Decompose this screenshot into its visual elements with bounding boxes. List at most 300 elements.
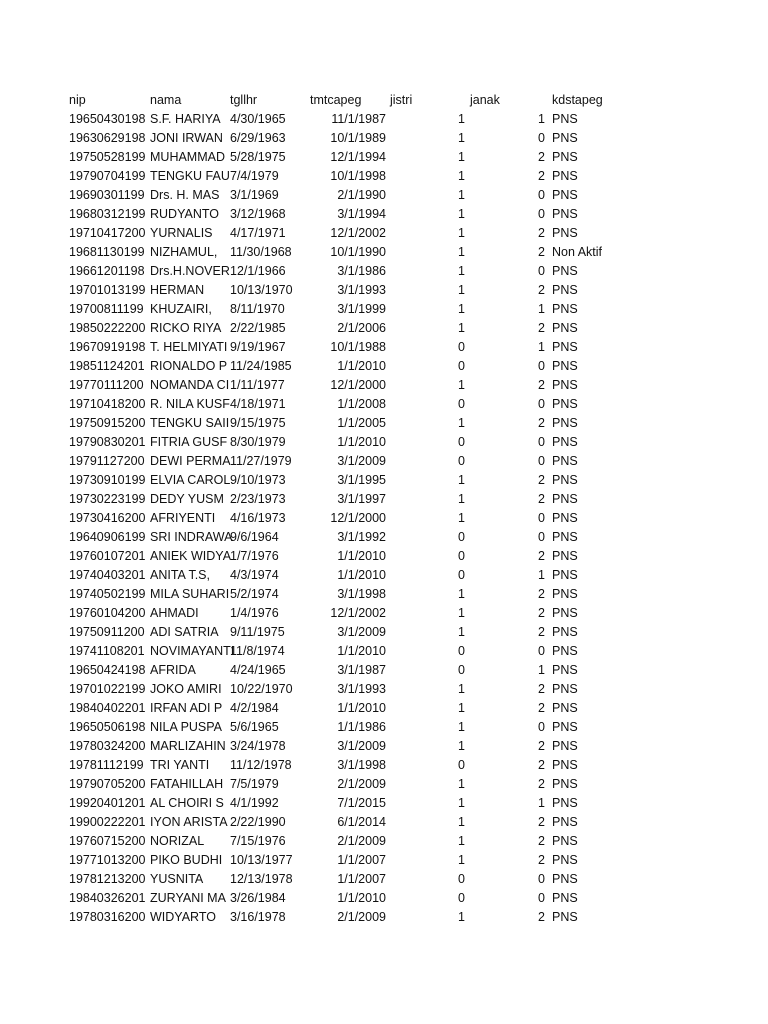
cell-nip: 19750911200 xyxy=(69,625,145,639)
cell-nip: 19630629198 xyxy=(69,131,146,145)
cell-kdstapeg: PNS xyxy=(552,568,578,582)
cell-kdstapeg: PNS xyxy=(552,815,578,829)
cell-kdstapeg: PNS xyxy=(552,454,578,468)
cell-kdstapeg: PNS xyxy=(552,701,578,715)
cell-nip: 19730416200 xyxy=(69,511,146,525)
cell-nama: ANIEK WIDYA xyxy=(150,549,232,563)
cell-tmtcapeg: 2/1/2006 xyxy=(337,321,386,335)
cell-janak: 1 xyxy=(538,302,545,316)
cell-kdstapeg: PNS xyxy=(552,435,578,449)
cell-nip: 19781112199 xyxy=(69,758,144,772)
cell-nama: SRI INDRAWA xyxy=(150,530,233,544)
cell-nama: IYON ARISTA xyxy=(150,815,228,829)
cell-jistri: 0 xyxy=(458,340,465,354)
table-row xyxy=(0,585,768,604)
cell-janak: 2 xyxy=(538,701,545,715)
cell-janak: 2 xyxy=(538,625,545,639)
cell-janak: 0 xyxy=(538,131,545,145)
cell-jistri: 1 xyxy=(458,910,465,924)
table-row xyxy=(0,813,768,832)
cell-tgllhr: 8/30/1979 xyxy=(230,435,286,449)
cell-tgllhr: 1/11/1977 xyxy=(230,378,285,392)
cell-jistri: 0 xyxy=(458,663,465,677)
cell-nama: NOVIMAYANTI xyxy=(150,644,235,658)
cell-kdstapeg: PNS xyxy=(552,226,578,240)
cell-janak: 0 xyxy=(538,207,545,221)
table-row xyxy=(0,281,768,300)
cell-tgllhr: 11/12/1978 xyxy=(230,758,292,772)
column-header-tmtcapeg: tmtcapeg xyxy=(310,93,362,107)
cell-janak: 2 xyxy=(538,606,545,620)
column-header-nip: nip xyxy=(69,93,86,107)
cell-tmtcapeg: 3/1/1993 xyxy=(337,283,386,297)
cell-kdstapeg: PNS xyxy=(552,131,578,145)
cell-janak: 2 xyxy=(538,834,545,848)
cell-tgllhr: 3/16/1978 xyxy=(230,910,286,924)
cell-janak: 2 xyxy=(538,378,545,392)
cell-tmtcapeg: 12/1/2002 xyxy=(330,226,386,240)
cell-janak: 2 xyxy=(538,283,545,297)
cell-tgllhr: 11/24/1985 xyxy=(230,359,292,373)
table-row xyxy=(0,832,768,851)
cell-nama: FATAHILLAH xyxy=(150,777,224,791)
cell-janak: 2 xyxy=(538,150,545,164)
cell-tgllhr: 9/6/1964 xyxy=(230,530,279,544)
cell-kdstapeg: PNS xyxy=(552,511,578,525)
cell-nip: 19791127200 xyxy=(69,454,145,468)
cell-tmtcapeg: 1/1/2010 xyxy=(337,701,386,715)
cell-tmtcapeg: 10/1/1989 xyxy=(330,131,386,145)
cell-nama: MARLIZAHIN xyxy=(150,739,226,753)
cell-jistri: 0 xyxy=(458,435,465,449)
cell-janak: 2 xyxy=(538,549,545,563)
cell-janak: 0 xyxy=(538,720,545,734)
cell-janak: 2 xyxy=(538,739,545,753)
cell-nama: MUHAMMAD xyxy=(150,150,225,164)
cell-janak: 2 xyxy=(538,815,545,829)
cell-nip: 19750528199 xyxy=(69,150,146,164)
cell-tgllhr: 9/10/1973 xyxy=(230,473,286,487)
cell-tmtcapeg: 2/1/2009 xyxy=(337,777,386,791)
table-row xyxy=(0,642,768,661)
cell-jistri: 0 xyxy=(458,568,465,582)
cell-kdstapeg: PNS xyxy=(552,720,578,734)
cell-nama: RICKO RIYA xyxy=(150,321,222,335)
cell-tmtcapeg: 1/1/2010 xyxy=(337,644,386,658)
cell-tgllhr: 10/13/1970 xyxy=(230,283,293,297)
cell-tmtcapeg: 2/1/2009 xyxy=(337,910,386,924)
cell-tmtcapeg: 1/1/2007 xyxy=(337,872,386,886)
cell-jistri: 1 xyxy=(458,245,465,259)
cell-nama: AFRIDA xyxy=(150,663,196,677)
table-row xyxy=(0,167,768,186)
cell-nama: HERMAN xyxy=(150,283,205,297)
cell-nama: MILA SUHARI xyxy=(150,587,230,601)
table-row xyxy=(0,566,768,585)
cell-tmtcapeg: 10/1/1990 xyxy=(330,245,386,259)
table-row xyxy=(0,699,768,718)
cell-nama: T. HELMIYATI xyxy=(150,340,228,354)
table-row xyxy=(0,300,768,319)
cell-tgllhr: 3/24/1978 xyxy=(230,739,286,753)
cell-jistri: 1 xyxy=(458,378,465,392)
cell-nama: FITRIA GUSF xyxy=(150,435,228,449)
cell-tmtcapeg: 1/1/2010 xyxy=(337,568,386,582)
cell-jistri: 0 xyxy=(458,758,465,772)
cell-kdstapeg: PNS xyxy=(552,321,578,335)
cell-tmtcapeg: 3/1/1987 xyxy=(337,663,386,677)
cell-jistri: 1 xyxy=(458,492,465,506)
cell-kdstapeg: PNS xyxy=(552,758,578,772)
cell-janak: 2 xyxy=(538,416,545,430)
cell-tmtcapeg: 3/1/1998 xyxy=(337,758,386,772)
table-row xyxy=(0,186,768,205)
cell-nip: 19740403201 xyxy=(69,568,146,582)
cell-tgllhr: 4/17/1971 xyxy=(230,226,286,240)
cell-kdstapeg: PNS xyxy=(552,606,578,620)
cell-kdstapeg: PNS xyxy=(552,587,578,601)
table-row xyxy=(0,452,768,471)
cell-kdstapeg: PNS xyxy=(552,473,578,487)
cell-tmtcapeg: 1/1/2008 xyxy=(337,397,386,411)
table-row xyxy=(0,623,768,642)
cell-kdstapeg: PNS xyxy=(552,872,578,886)
table-row xyxy=(0,908,768,927)
cell-nip: 19790705200 xyxy=(69,777,146,791)
cell-nip: 19760715200 xyxy=(69,834,146,848)
cell-tgllhr: 10/22/1970 xyxy=(230,682,293,696)
cell-kdstapeg: PNS xyxy=(552,739,578,753)
cell-tmtcapeg: 3/1/1995 xyxy=(337,473,386,487)
cell-janak: 1 xyxy=(538,112,545,126)
cell-kdstapeg: PNS xyxy=(552,492,578,506)
cell-jistri: 1 xyxy=(458,302,465,316)
cell-tgllhr: 7/4/1979 xyxy=(230,169,279,183)
cell-tgllhr: 8/11/1970 xyxy=(230,302,285,316)
cell-tmtcapeg: 3/1/1997 xyxy=(337,492,386,506)
cell-nip: 19760104200 xyxy=(69,606,146,620)
cell-nama: R. NILA KUSF xyxy=(150,397,230,411)
cell-kdstapeg: PNS xyxy=(552,682,578,696)
table-row xyxy=(0,661,768,680)
column-header-kdstapeg: kdstapeg xyxy=(552,93,603,107)
table-row xyxy=(0,262,768,281)
cell-kdstapeg: PNS xyxy=(552,302,578,316)
cell-nip: 19710417200 xyxy=(69,226,146,240)
cell-nip: 19650430198 xyxy=(69,112,146,126)
cell-jistri: 0 xyxy=(458,872,465,886)
cell-tmtcapeg: 2/1/1990 xyxy=(337,188,386,202)
table-row xyxy=(0,509,768,528)
table-row xyxy=(0,243,768,262)
cell-nama: JONI IRWAN xyxy=(150,131,223,145)
table-row xyxy=(0,319,768,338)
cell-nip: 19771013200 xyxy=(69,853,146,867)
cell-nip: 19770111200 xyxy=(69,378,144,392)
cell-nip: 19661201198 xyxy=(69,264,145,278)
cell-tgllhr: 4/16/1973 xyxy=(230,511,286,525)
cell-jistri: 0 xyxy=(458,549,465,563)
cell-jistri: 1 xyxy=(458,473,465,487)
cell-nip: 19790830201 xyxy=(69,435,146,449)
cell-nama: ADI SATRIA xyxy=(150,625,219,639)
cell-kdstapeg: PNS xyxy=(552,112,578,126)
cell-tmtcapeg: 3/1/1999 xyxy=(337,302,386,316)
cell-nama: NOMANDA CI xyxy=(150,378,230,392)
cell-tgllhr: 5/6/1965 xyxy=(230,720,279,734)
cell-janak: 2 xyxy=(538,682,545,696)
cell-tmtcapeg: 3/1/2009 xyxy=(337,454,386,468)
table-row xyxy=(0,737,768,756)
cell-tmtcapeg: 12/1/2002 xyxy=(330,606,386,620)
cell-nip: 19780316200 xyxy=(69,910,146,924)
cell-kdstapeg: PNS xyxy=(552,777,578,791)
cell-nip: 19701013199 xyxy=(69,283,146,297)
cell-jistri: 1 xyxy=(458,606,465,620)
cell-tmtcapeg: 11/1/1987 xyxy=(331,112,386,126)
cell-janak: 0 xyxy=(538,359,545,373)
cell-jistri: 1 xyxy=(458,834,465,848)
table-row xyxy=(0,490,768,509)
table-row xyxy=(0,528,768,547)
cell-nip: 19920401201 xyxy=(69,796,146,810)
cell-tgllhr: 7/15/1976 xyxy=(230,834,286,848)
cell-nip: 19840402201 xyxy=(69,701,146,715)
employee-table xyxy=(0,91,768,927)
cell-tmtcapeg: 3/1/1986 xyxy=(337,264,386,278)
cell-janak: 2 xyxy=(538,853,545,867)
cell-nip: 19700811199 xyxy=(69,302,144,316)
cell-janak: 2 xyxy=(538,169,545,183)
cell-jistri: 1 xyxy=(458,777,465,791)
table-row xyxy=(0,794,768,813)
cell-tgllhr: 1/4/1976 xyxy=(230,606,279,620)
cell-janak: 0 xyxy=(538,435,545,449)
cell-kdstapeg: PNS xyxy=(552,340,578,354)
cell-nama: NILA PUSPA xyxy=(150,720,223,734)
cell-nip: 19730910199 xyxy=(69,473,146,487)
cell-jistri: 1 xyxy=(458,511,465,525)
cell-jistri: 1 xyxy=(458,587,465,601)
cell-tgllhr: 6/29/1963 xyxy=(230,131,286,145)
table-row xyxy=(0,148,768,167)
column-header-nama: nama xyxy=(150,93,182,107)
table-row xyxy=(0,851,768,870)
table-row xyxy=(0,224,768,243)
cell-tgllhr: 3/26/1984 xyxy=(230,891,286,905)
table-row xyxy=(0,718,768,737)
cell-kdstapeg: PNS xyxy=(552,663,578,677)
cell-tmtcapeg: 3/1/1993 xyxy=(337,682,386,696)
table-row xyxy=(0,604,768,623)
cell-tmtcapeg: 1/1/2010 xyxy=(337,549,386,563)
table-body xyxy=(0,110,768,927)
cell-nama: YUSNITA xyxy=(150,872,204,886)
cell-janak: 0 xyxy=(538,188,545,202)
table-row xyxy=(0,338,768,357)
cell-nip: 19640906199 xyxy=(69,530,146,544)
cell-nama: DEDY YUSM xyxy=(150,492,224,506)
cell-kdstapeg: PNS xyxy=(552,207,578,221)
cell-tgllhr: 1/7/1976 xyxy=(230,549,279,563)
cell-nama: RIONALDO P xyxy=(150,359,228,373)
column-header-tgllhr: tgllhr xyxy=(230,93,258,107)
cell-tgllhr: 3/12/1968 xyxy=(230,207,286,221)
cell-jistri: 1 xyxy=(458,283,465,297)
cell-tmtcapeg: 3/1/1992 xyxy=(337,530,386,544)
cell-tmtcapeg: 2/1/2009 xyxy=(337,834,386,848)
cell-tmtcapeg: 1/1/1986 xyxy=(337,720,386,734)
cell-tgllhr: 2/23/1973 xyxy=(230,492,286,506)
cell-kdstapeg: PNS xyxy=(552,530,578,544)
cell-nip: 19850222200 xyxy=(69,321,146,335)
cell-nip: 19740502199 xyxy=(69,587,146,601)
cell-janak: 0 xyxy=(538,644,545,658)
cell-nama: ELVIA CAROL xyxy=(150,473,231,487)
cell-jistri: 1 xyxy=(458,169,465,183)
cell-jistri: 1 xyxy=(458,720,465,734)
cell-kdstapeg: PNS xyxy=(552,169,578,183)
cell-nip: 19650424198 xyxy=(69,663,146,677)
cell-janak: 2 xyxy=(538,910,545,924)
cell-nip: 19680312199 xyxy=(69,207,146,221)
cell-tmtcapeg: 1/1/2010 xyxy=(337,359,386,373)
cell-janak: 2 xyxy=(538,777,545,791)
cell-kdstapeg: PNS xyxy=(552,625,578,639)
cell-tmtcapeg: 3/1/1998 xyxy=(337,587,386,601)
cell-kdstapeg: PNS xyxy=(552,853,578,867)
table-row xyxy=(0,775,768,794)
cell-janak: 0 xyxy=(538,891,545,905)
cell-kdstapeg: PNS xyxy=(552,359,578,373)
cell-nama: ZURYANI MA xyxy=(150,891,226,905)
table-row xyxy=(0,110,768,129)
cell-tmtcapeg: 3/1/1994 xyxy=(337,207,386,221)
cell-kdstapeg: PNS xyxy=(552,796,578,810)
cell-nip: 19701022199 xyxy=(69,682,146,696)
cell-nama: NIZHAMUL, xyxy=(150,245,218,259)
cell-tgllhr: 10/13/1977 xyxy=(230,853,293,867)
cell-jistri: 1 xyxy=(458,321,465,335)
cell-jistri: 1 xyxy=(458,112,465,126)
cell-jistri: 1 xyxy=(458,131,465,145)
cell-nip: 19730223199 xyxy=(69,492,146,506)
cell-tgllhr: 2/22/1985 xyxy=(230,321,286,335)
table-row xyxy=(0,756,768,775)
cell-nip: 19681130199 xyxy=(69,245,145,259)
cell-tgllhr: 12/13/1978 xyxy=(230,872,293,886)
cell-nama: TENGKU FAU xyxy=(150,169,230,183)
cell-jistri: 1 xyxy=(458,226,465,240)
cell-nama: DEWI PERMA xyxy=(150,454,231,468)
cell-nip: 19790704199 xyxy=(69,169,146,183)
cell-janak: 1 xyxy=(538,663,545,677)
cell-tmtcapeg: 3/1/2009 xyxy=(337,739,386,753)
cell-janak: 0 xyxy=(538,872,545,886)
cell-nama: S.F. HARIYA xyxy=(150,112,221,126)
cell-janak: 2 xyxy=(538,473,545,487)
cell-tmtcapeg: 6/1/2014 xyxy=(337,815,386,829)
cell-nama: Drs.H.NOVER xyxy=(150,264,230,278)
cell-nama: TRI YANTI xyxy=(150,758,210,772)
cell-kdstapeg: PNS xyxy=(552,891,578,905)
cell-janak: 2 xyxy=(538,226,545,240)
cell-tmtcapeg: 7/1/2015 xyxy=(337,796,386,810)
cell-nip: 19851124201 xyxy=(69,359,145,373)
cell-tgllhr: 11/27/1979 xyxy=(230,454,292,468)
cell-tgllhr: 11/8/1974 xyxy=(230,644,285,658)
cell-kdstapeg: PNS xyxy=(552,264,578,278)
table-row xyxy=(0,680,768,699)
table-header-row xyxy=(0,91,768,110)
cell-tmtcapeg: 10/1/1988 xyxy=(330,340,386,354)
cell-janak: 0 xyxy=(538,511,545,525)
cell-jistri: 1 xyxy=(458,625,465,639)
cell-tgllhr: 7/5/1979 xyxy=(230,777,279,791)
cell-jistri: 0 xyxy=(458,454,465,468)
cell-nama: AHMADI xyxy=(150,606,199,620)
cell-janak: 2 xyxy=(538,587,545,601)
cell-kdstapeg: PNS xyxy=(552,378,578,392)
cell-nama: TENGKU SAII xyxy=(150,416,230,430)
cell-jistri: 0 xyxy=(458,891,465,905)
table-row xyxy=(0,414,768,433)
cell-nip: 19781213200 xyxy=(69,872,146,886)
cell-tmtcapeg: 12/1/2000 xyxy=(330,511,386,525)
cell-jistri: 0 xyxy=(458,359,465,373)
cell-kdstapeg: PNS xyxy=(552,549,578,563)
table-row xyxy=(0,889,768,908)
cell-nip: 19690301199 xyxy=(69,188,145,202)
table-row xyxy=(0,471,768,490)
cell-janak: 1 xyxy=(538,796,545,810)
cell-tmtcapeg: 1/1/2005 xyxy=(337,416,386,430)
cell-jistri: 1 xyxy=(458,815,465,829)
cell-kdstapeg: PNS xyxy=(552,834,578,848)
cell-tgllhr: 4/3/1974 xyxy=(230,568,279,582)
cell-nama: ANITA T.S, xyxy=(150,568,210,582)
cell-tgllhr: 2/22/1990 xyxy=(230,815,286,829)
cell-tgllhr: 9/11/1975 xyxy=(230,625,285,639)
table-row xyxy=(0,433,768,452)
cell-tgllhr: 11/30/1968 xyxy=(230,245,292,259)
cell-nip: 19710418200 xyxy=(69,397,146,411)
cell-nip: 19650506198 xyxy=(69,720,146,734)
cell-janak: 0 xyxy=(538,454,545,468)
cell-janak: 0 xyxy=(538,264,545,278)
table-row xyxy=(0,395,768,414)
cell-nip: 19750915200 xyxy=(69,416,146,430)
cell-nama: Drs. H. MAS xyxy=(150,188,220,202)
cell-jistri: 0 xyxy=(458,530,465,544)
cell-kdstapeg: PNS xyxy=(552,150,578,164)
cell-nama: YURNALIS xyxy=(150,226,213,240)
cell-jistri: 1 xyxy=(458,853,465,867)
cell-nama: RUDYANTO xyxy=(150,207,219,221)
cell-jistri: 1 xyxy=(458,796,465,810)
cell-janak: 1 xyxy=(538,340,545,354)
cell-janak: 2 xyxy=(538,245,545,259)
cell-jistri: 0 xyxy=(458,644,465,658)
cell-jistri: 1 xyxy=(458,739,465,753)
cell-nip: 19780324200 xyxy=(69,739,146,753)
cell-tmtcapeg: 12/1/2000 xyxy=(330,378,386,392)
cell-tgllhr: 9/19/1967 xyxy=(230,340,286,354)
cell-tgllhr: 4/1/1992 xyxy=(230,796,279,810)
cell-kdstapeg: Non Aktif xyxy=(552,245,603,259)
cell-janak: 1 xyxy=(538,568,545,582)
cell-janak: 0 xyxy=(538,530,545,544)
